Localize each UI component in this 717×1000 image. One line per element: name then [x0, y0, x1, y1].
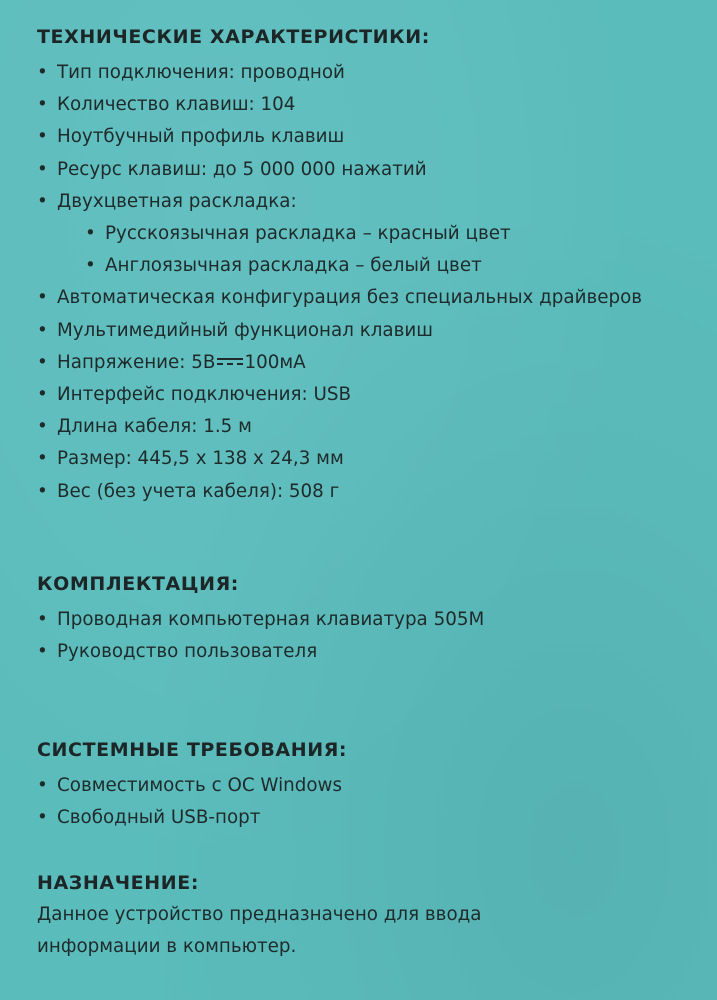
package-heading: КОМПЛЕКТАЦИЯ:: [37, 573, 240, 595]
list-item: • Размер: 445,5 x 138 x 24,3 мм: [37, 443, 707, 475]
voltage-item: [37, 347, 707, 379]
list-item: • Вес (без учета кабеля): 508 г: [37, 476, 707, 508]
tech-specs-section: [37, 26, 707, 508]
list-item: • Ресурс клавиш: до 5 000 000 нажатий: [37, 154, 707, 186]
list-item: • Совместимость с ОС Windows: [37, 770, 707, 802]
voltage-prefix: Напряжение: 5В: [57, 351, 216, 373]
purpose-heading: НАЗНАЧЕНИЕ:: [37, 872, 200, 894]
sub-list-item: • Русскоязычная раскладка – красный цвет: [37, 218, 707, 250]
list-item: • Количество клавиш: 104: [37, 89, 707, 121]
purpose-section: [37, 872, 707, 963]
list-item: • Ноутбучный профиль клавиш: [37, 121, 707, 153]
purpose-line: Данное устройство предназначено для ввода: [37, 904, 482, 925]
list-item: • Двухцветная раскладка:: [37, 186, 707, 218]
system-requirements-heading: СИСТЕМНЫЕ ТРЕБОВАНИЯ:: [37, 739, 348, 761]
system-requirements-list: [37, 770, 707, 834]
voltage-suffix: 100мА: [244, 351, 306, 373]
sub-list-item: • Англоязычная раскладка – белый цвет: [37, 250, 707, 282]
list-item: • Мультимедийный функционал клавиш: [37, 315, 707, 347]
purpose-line: информации в компьютер.: [37, 936, 297, 957]
list-item: • Руководство пользователя: [37, 636, 707, 668]
tech-specs-list: [37, 57, 707, 508]
list-item: • Проводная компьютерная клавиатура 505M: [37, 604, 707, 636]
system-requirements-section: [37, 739, 707, 834]
tech-specs-heading: ТЕХНИЧЕСКИЕ ХАРАКТЕРИСТИКИ:: [37, 26, 431, 48]
list-item: • Свободный USB-порт: [37, 802, 707, 834]
dc-current-icon: [217, 357, 243, 367]
list-item: • Длина кабеля: 1.5 м: [37, 411, 707, 443]
list-item: • Интерфейс подключения: USB: [37, 379, 707, 411]
package-list: [37, 604, 707, 668]
package-section: [37, 573, 707, 668]
list-item: • Автоматическая конфигурация без специальных драйверов: [37, 282, 707, 314]
list-item: • Тип подключения: проводной: [37, 57, 707, 89]
